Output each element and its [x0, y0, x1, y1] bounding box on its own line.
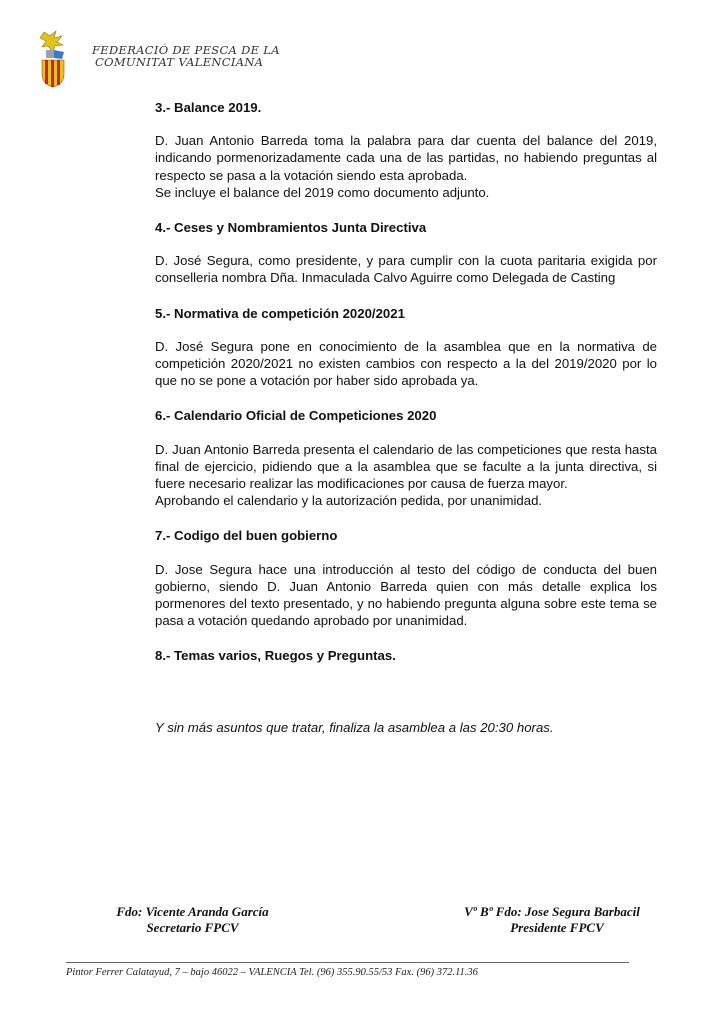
footer-divider — [66, 962, 629, 963]
section-paragraph-balance — [155, 132, 657, 201]
signature-secretary — [110, 904, 275, 936]
paragraph-text: D. Jose Segura hace una introducción al testo del código de conducta del buen gobierno, siendo D. Juan Antonio Barreda quien con más detalle explica los pormenores del texto presentado, y no habiendo pregunta alguna sobre este tema se pasa a votación quedando aprobado por unanimidad. — [155, 561, 657, 629]
paragraph-text: D. José Segura pone en conocimiento de la asamblea que en la normativa de competición 2020/2021 no existen cambios con respecto a la del 2019/2020 por lo que no se pone a votación por haber sido aprobada ya. — [155, 338, 657, 389]
section-heading-calendario: 6.- Calendario Oficial de Competiciones 2020 — [155, 408, 437, 424]
organization-name-line1: FEDERACIÓ DE PESCA DE LA — [92, 43, 280, 57]
paragraph-text: Aprobando el calendario y la autorización pedida, por unanimidad. — [155, 493, 543, 509]
signature-name: Vº Bº Fdo: Jose Segura Barbacil — [464, 904, 640, 919]
paragraph-text: D. José Segura, como presidente, y para cumplir con la cuota paritaria exigida por conselleria nombra Dña. Inmaculada Calvo Aguirre como Delegada de Casting — [155, 253, 657, 286]
section-heading-normativa: 5.- Normativa de competición 2020/2021 — [155, 305, 405, 321]
organization-name — [92, 44, 280, 68]
paragraph-text: Se incluye el balance del 2019 como documento adjunto. — [155, 184, 490, 200]
section-heading-balance: 3.- Balance 2019. — [155, 100, 262, 115]
closing-statement: Y sin más asuntos que tratar, finaliza la asamblea a las 20:30 horas. — [155, 719, 554, 735]
signature-president — [452, 904, 652, 936]
paragraph-text: D. Juan Antonio Barreda presenta el calendario de las competiciones que resta hasta final de ejercicio, pidiendo que a la asamblea que se faculte a la junta directiva, si fuere necesario realizar las modificaciones por causa de fuerza mayor. — [155, 441, 657, 492]
section-heading-temas-varios: 8.- Temas varios, Ruegos y Preguntas. — [155, 648, 396, 664]
footer-address: Pintor Ferrer Calatayud, 7 – bajo 46022 – VALENCIA Tel. (96) 355.90.55/53 Fax. (96) 372.11.36 — [66, 967, 478, 978]
valencian-coat-of-arms-icon — [38, 30, 68, 88]
section-paragraph-calendario — [155, 441, 657, 510]
section-paragraph-codigo — [155, 561, 657, 630]
paragraph-text: D. Juan Antonio Barreda toma la palabra para dar cuenta del balance del 2019, indicando pormenorizadamente cada una de las partidas, no habiendo preguntas al respecto se pasa a la votación siendo esta aprobada. — [155, 133, 657, 183]
signature-name: Fdo: Vicente Aranda García — [116, 904, 269, 919]
section-heading-codigo: 7.- Codigo del buen gobierno — [155, 528, 338, 544]
section-paragraph-ceses — [155, 252, 657, 286]
section-paragraph-normativa — [155, 338, 657, 390]
signature-role: Secretario FPCV — [146, 920, 239, 935]
organization-name-line2: COMUNITAT VALENCIANA — [95, 55, 264, 69]
section-heading-ceses: 4.- Ceses y Nombramientos Junta Directiva — [155, 220, 427, 236]
document-body — [155, 99, 657, 736]
signature-role: Presidente FPCV — [510, 920, 604, 935]
